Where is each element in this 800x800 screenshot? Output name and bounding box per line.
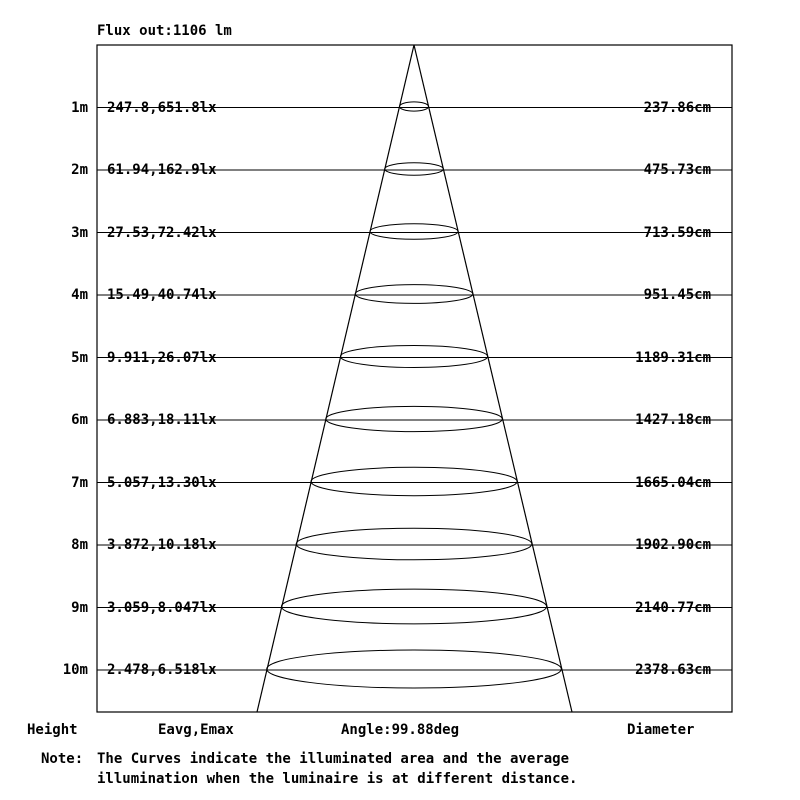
row-height-label: 1m [71, 99, 88, 116]
row-illuminance-values: 247.8,651.8lx [107, 99, 217, 116]
note-line-2: illumination when the luminaire is at different distance. [97, 771, 578, 787]
note-line-1: The Curves indicate the illuminated area and the average [97, 751, 570, 767]
row-diameter-value: 475.73cm [643, 162, 711, 178]
illumination-ellipse [296, 528, 532, 560]
row-diameter-value: 2140.77cm [635, 599, 711, 616]
footer-height-label: Height [27, 722, 78, 738]
row-diameter-value: 1902.90cm [635, 537, 711, 553]
illumination-ellipse [340, 346, 487, 368]
illumination-ellipse [267, 650, 562, 688]
row-height-label: 9m [71, 599, 88, 616]
illumination-ellipse [326, 406, 503, 431]
row-diameter-value: 713.59cm [643, 224, 711, 241]
footer-angle-label: Angle:99.88deg [341, 722, 460, 738]
row-diameter-value: 2378.63cm [635, 662, 711, 678]
illumination-ellipse [311, 467, 517, 495]
row-illuminance-values: 27.53,72.42lx [107, 224, 217, 241]
row-illuminance-values: 61.94,162.9lx [107, 162, 217, 178]
row-diameter-value: 1665.04cm [635, 474, 711, 491]
row-illuminance-values: 3.872,10.18lx [107, 537, 217, 553]
flux-label: Flux out:1106 lm [97, 23, 232, 39]
beam-edge-right [414, 45, 572, 712]
row-illuminance-values: 3.059,8.047lx [107, 599, 217, 616]
illumination-ellipse [355, 285, 473, 304]
footer-eavg-label: Eavg,Emax [158, 722, 234, 738]
row-height-label: 6m [71, 412, 88, 428]
row-diameter-value: 237.86cm [643, 99, 711, 116]
illumination-ellipse [281, 589, 546, 624]
note-label: Note: [41, 751, 84, 767]
illumination-ellipse [400, 102, 429, 111]
row-height-label: 7m [71, 474, 88, 491]
illumination-ellipse [385, 163, 444, 175]
row-height-label: 2m [71, 162, 88, 178]
beam-edge-left [257, 45, 414, 712]
row-height-label: 5m [71, 349, 88, 366]
row-illuminance-values: 15.49,40.74lx [107, 287, 217, 303]
row-height-label: 3m [71, 224, 88, 241]
row-height-label: 8m [71, 537, 88, 553]
row-diameter-value: 1189.31cm [635, 349, 711, 366]
row-illuminance-values: 9.911,26.07lx [107, 349, 217, 366]
row-illuminance-values: 5.057,13.30lx [107, 474, 217, 491]
row-diameter-value: 1427.18cm [635, 412, 711, 428]
row-diameter-value: 951.45cm [643, 287, 711, 303]
footer-diameter-label: Diameter [627, 722, 695, 738]
illumination-ellipse [370, 224, 458, 240]
row-illuminance-values: 6.883,18.11lx [107, 412, 217, 428]
row-height-label: 4m [71, 287, 88, 303]
row-illuminance-values: 2.478,6.518lx [107, 662, 217, 678]
row-height-label: 10m [62, 662, 88, 678]
